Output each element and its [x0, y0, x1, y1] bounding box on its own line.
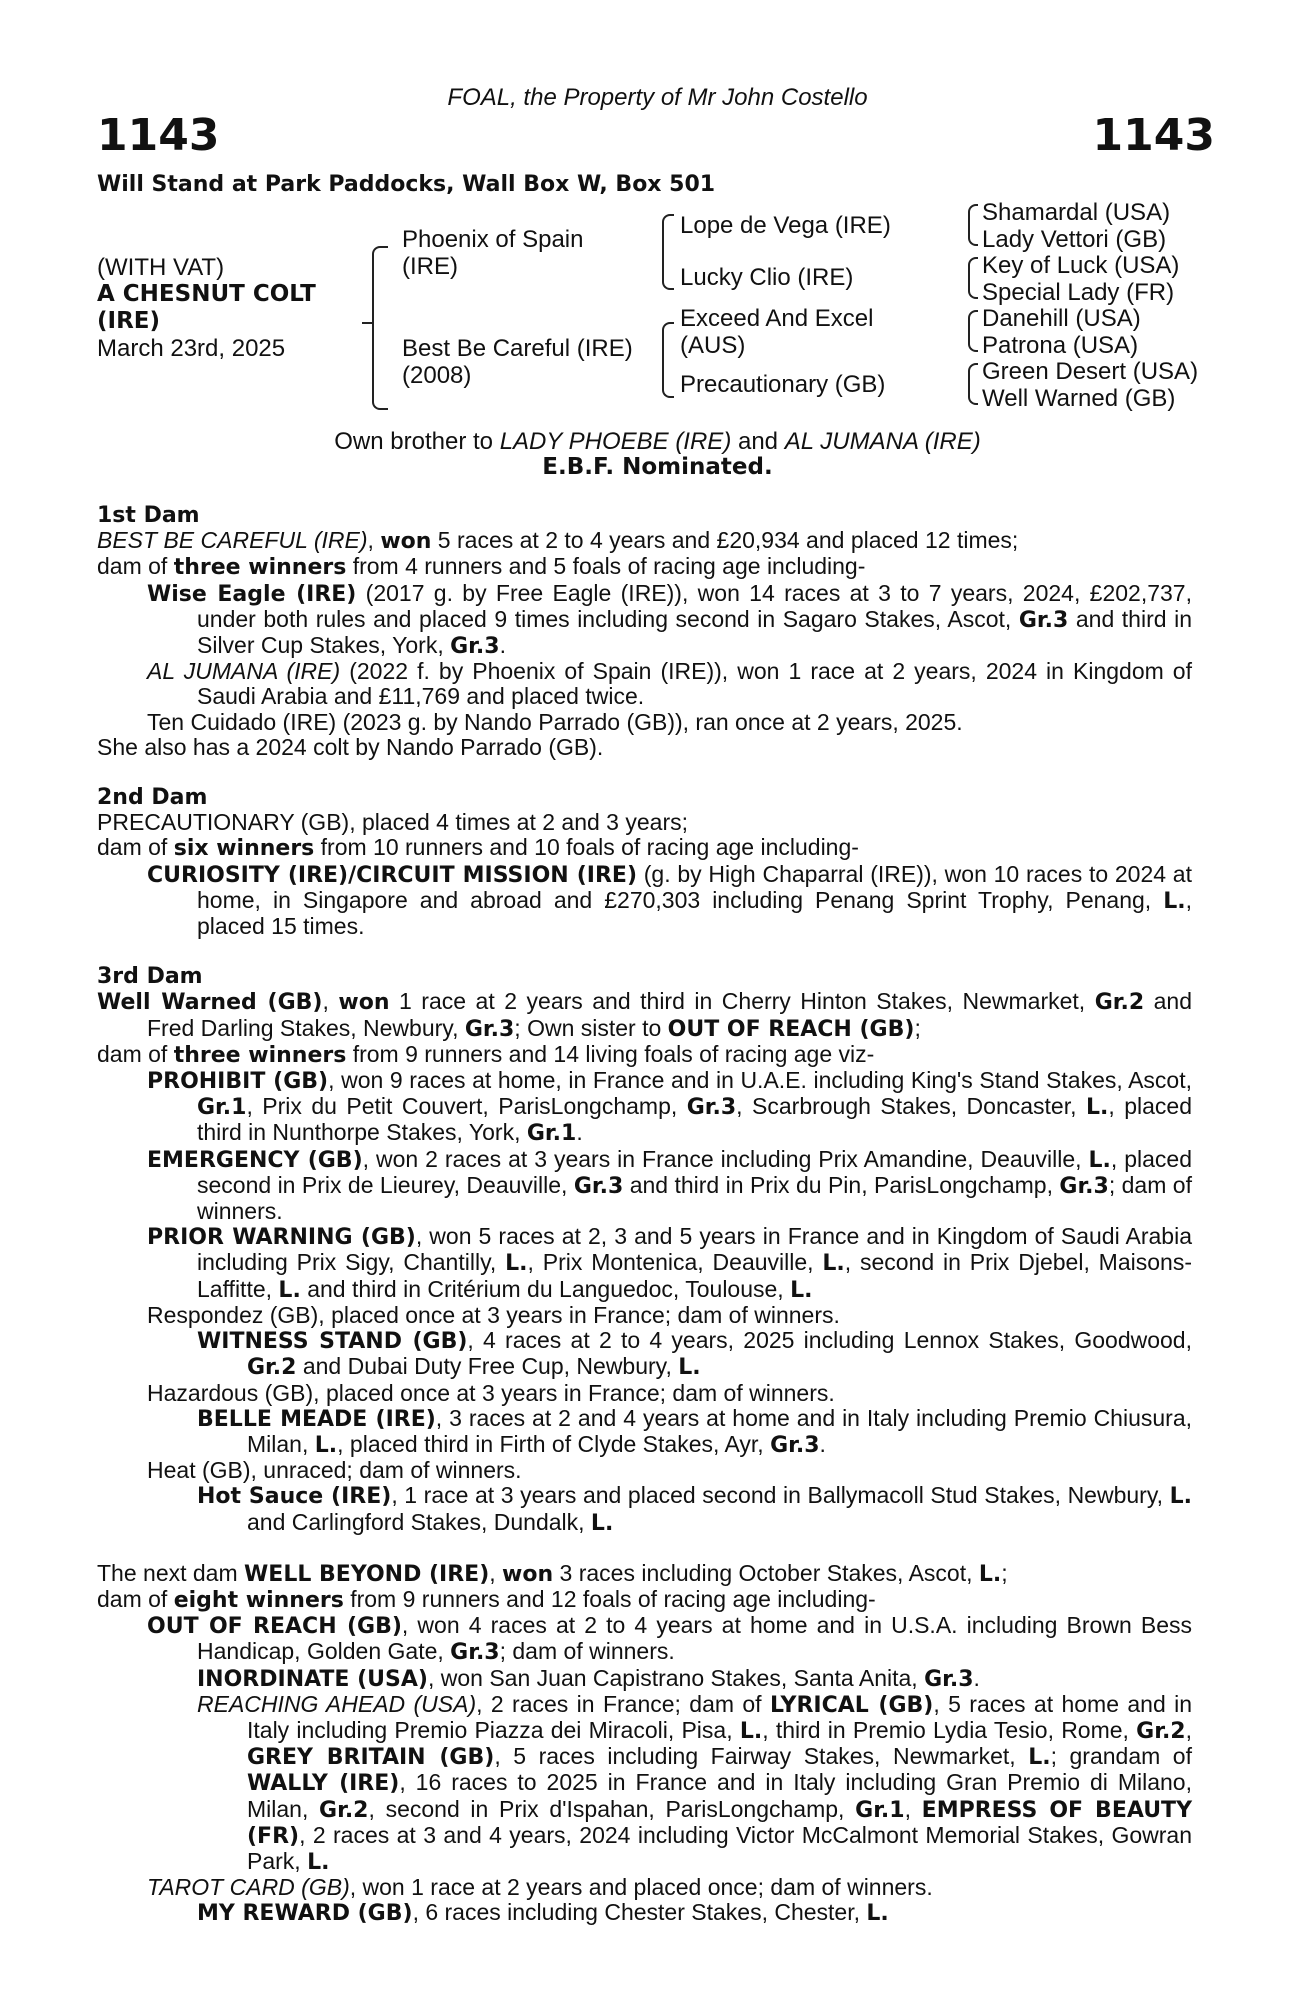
catalogue-body: [97, 503, 1192, 1927]
dam-brace: [662, 322, 674, 398]
subject-vat: (WITH VAT): [97, 254, 225, 281]
brace-g3-1: [968, 204, 978, 246]
sire-brace: [662, 214, 674, 290]
nextdam-line2: dam of eight winners from 9 runners and 12 foals of racing age including-: [97, 1585, 876, 1613]
dam1-heading: 1st Dam: [97, 503, 200, 528]
stand-location: Will Stand at Park Paddocks, Wall Box W, Box 501: [97, 172, 716, 197]
dsd: Patrona (USA): [982, 332, 1139, 359]
pedigree-brace-main: [372, 246, 388, 410]
dam2-line2: dam of six winners from 10 runners and 10 foals of racing age including-: [97, 834, 859, 862]
dam1-produce-1: Wise Eagle (IRE) (2017 g. by Free Eagle (IRE)), won 14 races at 3 to 7 years, 2024, £202,737, under both rules and placed 9 times including second in Sagaro Stakes, Ascot, Gr.3 and third in Silver Cup Stakes, York, Gr.3.: [147, 579, 1192, 660]
dam3-heading: 3rd Dam: [97, 964, 203, 990]
dam2-heading: 2nd Dam: [97, 785, 208, 811]
dam-sire-1: Exceed And Excel: [680, 305, 874, 332]
subject-name-1: A CHESNUT COLT: [97, 281, 316, 307]
brace-g3-4: [968, 363, 978, 405]
pedigree-brace-tip: [362, 322, 374, 324]
dds: Green Desert (USA): [982, 358, 1199, 385]
dam-line-1: Best Be Careful (IRE): [402, 335, 633, 362]
sire-line-1: Phoenix of Spain: [402, 226, 584, 253]
nextdam-out-of-reach: OUT OF REACH (GB), won 4 races at 2 to 4 years at home and in U.S.A. including Brown Bess Handicap, Golden Gate, Gr.3; dam of winners.: [147, 1612, 1192, 1666]
dam1-line1: BEST BE CAREFUL (IRE), won 5 races at 2 to 4 years and £20,934 and placed 12 times;: [97, 527, 1019, 555]
dam3-heat: Heat (GB), unraced; dam of winners.: [147, 1457, 522, 1484]
nextdam-my-reward: MY REWARD (GB), 6 races including Chester Stakes, Chester, L.: [197, 1899, 889, 1927]
dam3-line2: dam of three winners from 9 runners and 14 living foals of racing age viz-: [97, 1040, 875, 1068]
dam3-belle-meade: BELLE MEADE (IRE), 3 races at 2 and 4 years at home and in Italy including Premio Chiusura, Milan, L., placed third in Firth of Clyde Stakes, Ayr, Gr.3.: [197, 1404, 1193, 1458]
dam3-respondez: Respondez (GB), placed once at 3 years in France; dam of winners.: [147, 1301, 840, 1328]
sds: Key of Luck (USA): [982, 252, 1180, 279]
lot-number-right: 1143: [1092, 110, 1215, 161]
dam1-produce-3: Ten Cuidado (IRE) (2023 g. by Nando Parrado (GB)), ran once at 2 years, 2025.: [147, 708, 963, 735]
owner-line: FOAL, the Property of Mr John Costello: [447, 84, 868, 111]
nextdam-line1: The next dam WELL BEYOND (IRE), won 3 races including October Stakes, Ascot, L.;: [97, 1559, 1008, 1587]
sss: Shamardal (USA): [982, 199, 1171, 226]
dam3-hot-sauce: Hot Sauce (IRE), 1 race at 3 years and placed second in Ballymacoll Stud Stakes, Newbury, L. and Carlingford Stakes, Dundalk, L.: [197, 1482, 1192, 1536]
own-brother-name-1: LADY PHOEBE (IRE): [499, 428, 732, 455]
sire-sire: Lope de Vega (IRE): [680, 212, 891, 239]
subject-name-2: (IRE): [97, 308, 161, 334]
dam1-produce-2: AL JUMANA (IRE) (2022 f. by Phoenix of Spain (IRE)), won 1 race at 2 years, 2024 in Kingdom of Saudi Arabia and £11,769 and placed twice.: [147, 658, 1192, 710]
lot-number-left: 1143: [97, 110, 220, 161]
dam-line-2: (2008): [402, 362, 472, 389]
dam3-emergency: EMERGENCY (GB), won 2 races at 3 years in France including Prix Amandine, Deauville, L., placed second in Prix de Lieurey, Deauville, Gr.3 and third in Prix du Pin, ParisLongchamp, Gr.3; dam of winners.: [147, 1145, 1192, 1225]
dam1-line2: dam of three winners from 4 runners and 5 foals of racing age including-: [97, 553, 866, 581]
dam3-witness-stand: WITNESS STAND (GB), 4 races at 2 to 4 years, 2025 including Lennox Stakes, Goodwood, Gr.2 and Dubai Duty Free Cup, Newbury, L.: [197, 1327, 1192, 1381]
own-brother-line: Own brother to LADY PHOEBE (IRE) and AL JUMANA (IRE): [334, 428, 981, 455]
dam3-prohibit: PROHIBIT (GB), won 9 races at home, in France and in U.A.E. including King's Stand Stakes, Ascot, Gr.1, Prix du Petit Couvert, ParisLongchamp, Gr.3, Scarbrough Stakes, Doncaster, L., placed third in Nunthorpe Stakes, York, Gr.1.: [147, 1067, 1193, 1147]
dam3-hazardous: Hazardous (GB), placed once at 3 years in France; dam of winners.: [147, 1379, 835, 1406]
ddd: Well Warned (GB): [982, 385, 1176, 412]
sire-dam: Lucky Clio (IRE): [680, 264, 854, 291]
dam3-line1: Well Warned (GB), won 1 race at 2 years and third in Cherry Hinton Stakes, Newmarket, Gr.2 and Fred Darling Stakes, Newbury, Gr.3; Own sister to OUT OF REACH (GB);: [97, 988, 1193, 1042]
dam3-prior-warning: PRIOR WARNING (GB), won 5 races at 2, 3 and 5 years in France and in Kingdom of Saudi Arabia including Prix Sigy, Chantilly, L., Prix Montenica, Deauville, L., second in Prix Djebel, Maisons-Laffitte, L. and third in Critérium du Languedoc, Toulouse, L.: [147, 1223, 1192, 1303]
sire-line-2: (IRE): [402, 253, 458, 280]
own-brother-name-2: AL JUMANA (IRE): [784, 428, 981, 455]
dam2-produce-1: CURIOSITY (IRE)/CIRCUIT MISSION (IRE) (g. by High Chaparral (IRE)), won 10 races to 2024 at home, in Singapore and abroad and £270,303 including Penang Sprint Trophy, Penang, L., placed 15 times.: [147, 860, 1192, 940]
dam-sire-2: (AUS): [680, 332, 746, 359]
ssd: Lady Vettori (GB): [982, 226, 1167, 253]
dss: Danehill (USA): [982, 305, 1141, 332]
nextdam-tarot-card: TAROT CARD (GB), won 1 race at 2 years and placed once; dam of winners.: [147, 1874, 933, 1901]
dam2-line1: PRECAUTIONARY (GB), placed 4 times at 2 and 3 years;: [97, 809, 688, 836]
sdd: Special Lady (FR): [982, 279, 1175, 306]
nextdam-reaching-ahead: REACHING AHEAD (USA), 2 races in France; dam of LYRICAL (GB), 5 races at home and in Italy including Premio Piazza dei Miracoli, Pisa, L., third in Premio Lydia Tesio, Rome, Gr.2, GREY BRITAIN (GB), 5 races including Fairway Stakes, Newmarket, L.; grandam of WALLY (IRE), 16 races to 2025 in France and in Italy including Gran Premio di Milano, Milan, Gr.2, second in Prix d'Ispahan, ParisLongchamp, Gr.1, EMPRESS OF BEAUTY (FR), 2 races at 3 and 4 years, 2024 including Victor McCalmont Memorial Stakes, Gowran Park, L.: [197, 1690, 1193, 1875]
dam-dam: Precautionary (GB): [680, 371, 886, 398]
subject-dob: March 23rd, 2025: [97, 335, 286, 362]
dam1-produce-4: She also has a 2024 colt by Nando Parrado (GB).: [97, 733, 604, 760]
nextdam-inordinate: INORDINATE (USA), won San Juan Capistrano Stakes, Santa Anita, Gr.3.: [197, 1664, 980, 1692]
brace-g3-3: [968, 310, 978, 352]
ebf-nominated: E.B.F. Nominated.: [542, 454, 773, 480]
brace-g3-2: [968, 257, 978, 299]
